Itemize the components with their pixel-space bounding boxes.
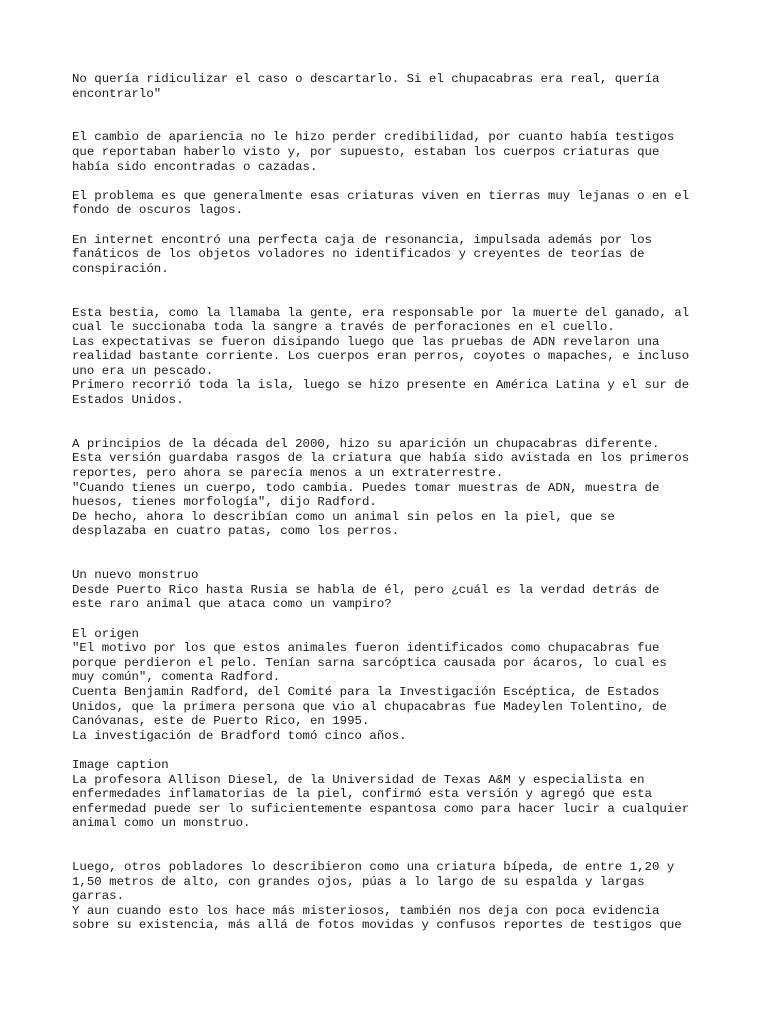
paragraph-spacer [72,408,712,437]
text-line: Esta bestia, como la llamaba la gente, era responsable por la muerte del ganado, al [72,305,690,320]
text-line: Primero recorrió toda la isla, luego se hizo presente en América Latina y el sur de [72,378,690,393]
paragraph [72,568,712,612]
text-line: que reportaban haberlo visto y, por supuesto, estaban los cuerpos criaturas que [72,144,660,159]
text-line: Canóvanas, este de Puerto Rico, en 1995. [72,714,370,729]
text-line: Esta versión guardaba rasgos de la criatura que había sido avistada en los primeros [72,451,690,466]
paragraph-spacer [72,612,712,627]
paragraph [72,860,712,933]
paragraph [72,233,712,277]
text-line: conspiración. [72,261,169,276]
paragraph-spacer [72,174,712,189]
text-line: Unidos, que la primera persona que vio al chupacabras fue Madeylen Tolentino, de [72,699,667,714]
text-line: "El motivo por los que estos animales fueron identificados como chupacabras fue [72,641,660,656]
text-line: desplazaba en cuatro patas, como los perros. [72,524,400,539]
paragraph [72,130,712,174]
text-line: había sido encontradas o cazadas. [72,159,318,174]
paragraph-spacer [72,218,712,233]
text-line: En internet encontró una perfecta caja de resonancia, impulsada además por los [72,232,652,247]
text-line: Estados Unidos. [72,393,184,408]
paragraph [72,306,712,408]
text-line: Image caption [72,757,169,772]
paragraph-spacer [72,539,712,568]
text-line: animal como un monstruo. [72,816,251,831]
text-line: De hecho, ahora lo describían como un animal sin pelos en la piel, que se [72,509,615,524]
text-line: No quería ridiculizar el caso o descartarlo. Si el chupacabras era real, quería [72,72,660,86]
document-page [72,72,712,933]
text-line: garras. [72,889,125,904]
paragraph [72,189,712,218]
text-line: Cuenta Benjamin Radford, del Comité para la Investigación Escéptica, de Estados [72,684,660,699]
text-line: Y aun cuando esto los hace más misteriosos, también nos deja con poca evidencia [72,903,660,918]
text-line: Desde Puerto Rico hasta Rusia se habla de él, pero ¿cuál es la verdad detrás de [72,582,660,597]
paragraph [72,758,712,831]
text-line: 1,50 metros de alto, con grandes ojos, púas a lo largo de su espalda y largas [72,874,645,889]
text-line: La profesora Allison Diesel, de la Universidad de Texas A&M y especialista en [72,772,645,787]
text-line: El cambio de apariencia no le hizo perder credibilidad, por cuanto había testigos [72,130,675,145]
text-line: fanáticos de los objetos voladores no identificados y creyentes de teorías de [72,247,645,262]
text-line: sobre su existencia, más allá de fotos movidas y confusos reportes de testigos que [72,918,682,933]
text-line: huesos, tienes morfología", dijo Radford. [72,495,377,510]
text-line: reportes, pero ahora se parecía menos a un extraterrestre. [72,466,504,481]
text-line: este raro animal que ataca como un vampiro? [72,597,392,612]
text-line: La investigación de Bradford tomó cinco años. [72,728,407,743]
text-line: encontrarlo" [72,86,162,101]
text-line: fondo de oscuros lagos. [72,203,244,218]
text-line: porque perdieron el pelo. Tenían sarna sarcóptica causada por ácaros, lo cual es [72,655,667,670]
text-line: enfermedad puede ser lo suficientemente espantosa como para hacer lucir a cualquier [72,801,690,816]
text-line: "Cuando tienes un cuerpo, todo cambia. Puedes tomar muestras de ADN, muestra de [72,480,660,495]
text-line: cual le succionaba toda la sangre a través de perforaciones en el cuello. [72,320,615,335]
text-line: Las expectativas se fueron disipando luego que las pruebas de ADN revelaron una [72,334,660,349]
text-line: El origen [72,626,139,641]
text-line: Luego, otros pobladores lo describieron como una criatura bípeda, de entre 1,20 y [72,860,675,875]
text-line: enfermedades inflamatorias de la piel, confirmó esta versión y agregó que esta [72,787,652,802]
text-line: realidad bastante corriente. Los cuerpos eran perros, coyotes o mapaches, e incluso [72,349,690,364]
paragraph-spacer [72,276,712,305]
paragraph [72,627,712,744]
text-line: Un nuevo monstruo [72,568,199,583]
text-line: El problema es que generalmente esas criaturas viven en tierras muy lejanas o en el [72,188,690,203]
paragraph-spacer [72,743,712,758]
paragraph [72,72,712,101]
paragraph-spacer [72,831,712,860]
text-line: muy común", comenta Radford. [72,670,281,685]
paragraph [72,437,712,539]
text-line: uno era un pescado. [72,363,214,378]
text-line: A principios de la década del 2000, hizo su aparición un chupacabras diferente. [72,436,660,451]
paragraph-spacer [72,101,712,130]
